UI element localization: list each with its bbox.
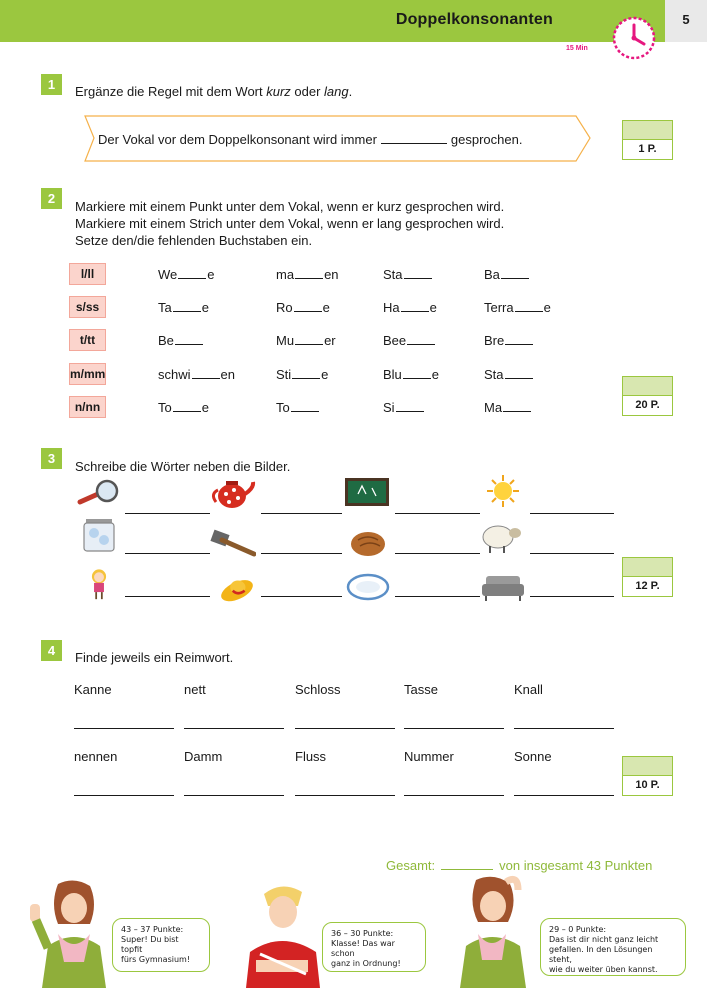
letter-gap[interactable] [173,401,201,412]
letter-gap[interactable] [292,368,320,379]
task-number-2: 2 [41,188,62,209]
answer-line[interactable] [74,728,174,729]
points-box-task2: 20 P. [622,376,673,416]
task4-instruction: Finde jeweils ein Reimwort. [75,650,234,665]
letter-gap[interactable] [401,301,429,312]
sheep-icon [478,520,524,554]
answer-line[interactable] [261,513,342,514]
answer-line[interactable] [261,596,342,597]
answer-line[interactable] [514,795,614,796]
hammer-icon [210,526,256,560]
letter-gap[interactable] [505,334,533,345]
fill-word: To e [158,400,209,415]
letter-gap[interactable] [396,401,424,412]
girl-thinking-illustration [446,872,538,988]
teapot-icon [210,476,256,510]
letter-gap[interactable] [505,368,533,379]
fill-word: Ro e [276,300,330,315]
sofa-icon [480,570,526,604]
fill-word: Ma [484,400,532,415]
answer-line[interactable] [74,795,174,796]
letter-pair-tag: l/ll [69,263,106,285]
page-number-box [665,0,707,42]
points-input[interactable] [622,120,673,140]
answer-line[interactable] [404,795,504,796]
task3-instruction: Schreibe die Wörter neben die Bilder. [75,459,291,474]
rhyme-word: Sonne [514,749,552,764]
task1-instruction: Ergänze die Regel mit dem Wort kurz oder lang. [75,84,353,99]
letter-gap[interactable] [291,401,319,412]
answer-line[interactable] [395,513,480,514]
fill-word: Mu er [276,333,336,348]
answer-line[interactable] [530,513,614,514]
bread-icon [348,526,394,560]
total-blank[interactable] [441,859,493,870]
fill-word: Sta [383,267,433,282]
points-input[interactable] [622,756,673,776]
total-score: Gesamt: von insgesamt 43 Punkten [386,858,653,873]
answer-line[interactable] [395,553,480,554]
fill-word: Ha e [383,300,437,315]
task-number-3: 3 [41,448,62,469]
fill-word: Si [383,400,425,415]
answer-line[interactable] [184,795,284,796]
points-box-task1: 1 P. [622,120,673,160]
points-box-task4: 10 P. [622,756,673,796]
rhyme-word: Knall [514,682,543,697]
answer-line[interactable] [261,553,342,554]
answer-line[interactable] [125,513,210,514]
jar-icon [78,518,124,552]
feedback-bubble-1: 43 – 37 Punkte: Super! Du bist topfit fürs Gymnasium! [112,918,210,972]
sun-icon [480,474,526,508]
feedback-bubble-2: 36 – 30 Punkte: Klasse! Das war schon ganz in Ordnung! [322,922,426,972]
letter-gap[interactable] [178,268,206,279]
rhyme-word: nennen [74,749,118,764]
fill-word: Bee [383,333,436,348]
fill-word: To [276,400,320,415]
answer-line[interactable] [295,795,395,796]
rhyme-word: Fluss [295,749,327,764]
page-number: 5 [682,12,690,27]
task-number-1: 1 [41,74,62,95]
rule-text: Der Vokal vor dem Doppelkonsonant wird immer gesprochen. [98,132,523,147]
boy-arms-crossed-illustration [236,880,328,988]
letter-gap[interactable] [503,401,531,412]
task-number-4: 4 [41,640,62,661]
answer-line[interactable] [295,728,395,729]
letter-gap[interactable] [407,334,435,345]
letter-gap[interactable] [404,268,432,279]
answer-line[interactable] [125,596,210,597]
fill-word: Ba [484,267,530,282]
rhyme-word: Kanne [74,682,112,697]
fill-word: Sti e [276,367,329,382]
letter-gap[interactable] [294,301,322,312]
letter-gap[interactable] [403,368,431,379]
rhyme-word: Schloss [295,682,341,697]
hat-icon [214,572,260,606]
answer-line[interactable] [395,596,480,597]
fill-word: Be [158,333,204,348]
letter-pair-tag: t/tt [69,329,106,351]
task2-instruction: Markiere mit einem Punkt unter dem Vokal, wenn er kurz gesprochen wird. Markiere mit einem Strich unter dem Vokal, wenn er lang gesprochen wird. Setze den/die fehlenden Buchstaben ein. [75,199,505,248]
answer-line[interactable] [530,553,614,554]
rhyme-word: Nummer [404,749,454,764]
letter-gap[interactable] [175,334,203,345]
answer-line[interactable] [530,596,614,597]
magnifier-icon [74,478,120,512]
rhyme-word: nett [184,682,206,697]
doll-icon [76,568,122,602]
rhyme-word: Damm [184,749,223,764]
letter-gap[interactable] [295,334,323,345]
plate-icon [346,570,392,604]
letter-gap[interactable] [192,368,220,379]
rhyme-word: Tasse [404,682,438,697]
letter-gap[interactable] [173,301,201,312]
fill-word: Ta e [158,300,209,315]
answer-line[interactable] [404,728,504,729]
answer-blank[interactable] [381,132,447,144]
letter-pair-tag: m/mm [69,363,106,385]
fill-word: schwi en [158,367,235,382]
fill-word: ma en [276,267,339,282]
clock-icon [610,14,658,62]
answer-line[interactable] [184,728,284,729]
rule-box [84,115,592,162]
points-input[interactable] [622,557,673,577]
letter-pair-tag: s/ss [69,296,106,318]
letter-gap[interactable] [501,268,529,279]
letter-gap[interactable] [295,268,323,279]
fill-word: Bre [484,333,534,348]
time-label: 15 Min [566,45,588,52]
girl-thumbs-up-illustration [28,876,116,988]
letter-gap[interactable] [515,301,543,312]
points-input[interactable] [622,376,673,396]
points-box-task3: 12 P. [622,557,673,597]
feedback-bubble-3: 29 – 0 Punkte: Das ist dir nicht ganz leicht gefallen. In den Lösungen steht, wie du weiter üben kannst. [540,918,686,976]
fill-word: We e [158,267,215,282]
page-title: Doppelkonsonanten [395,11,553,28]
fill-word: Blu e [383,367,440,382]
fill-word: Terra e [484,300,551,315]
chalkboard-icon [344,476,390,510]
letter-pair-tag: n/nn [69,396,106,418]
answer-line[interactable] [125,553,210,554]
answer-line[interactable] [514,728,614,729]
header-bar [0,0,665,42]
fill-word: Sta [484,367,534,382]
